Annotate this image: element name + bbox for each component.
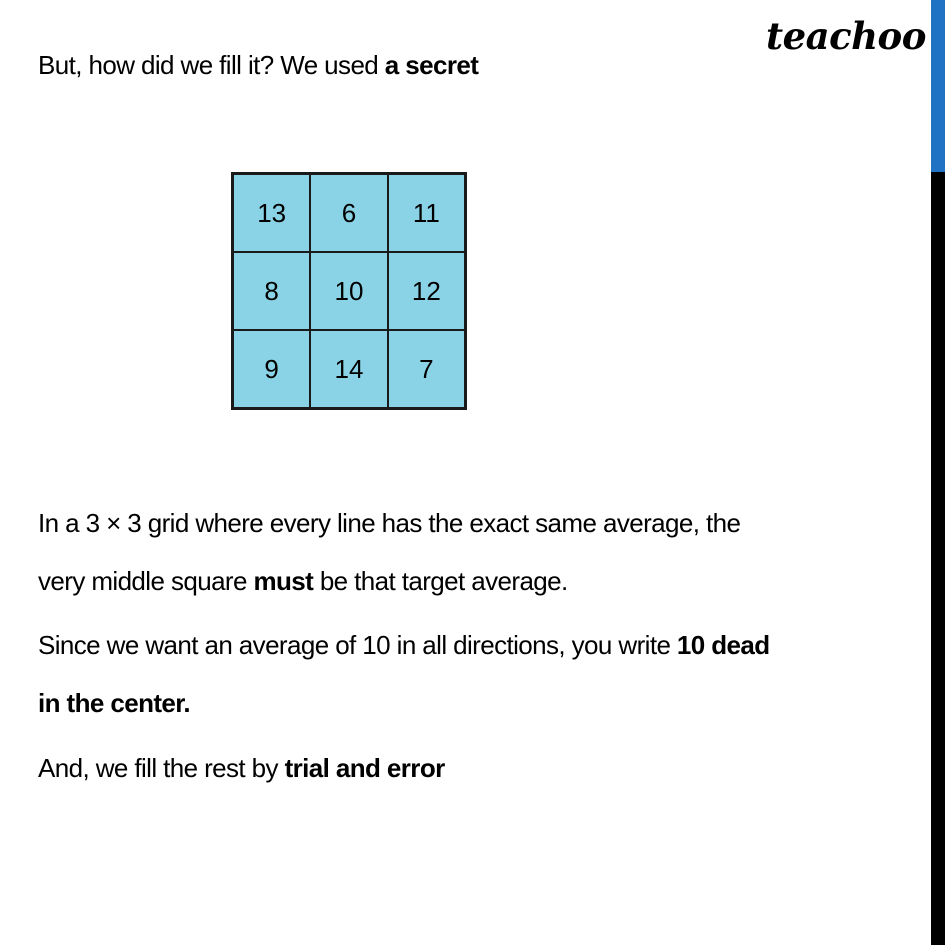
intro-bold: a secret <box>384 50 479 80</box>
grid-cell: 9 <box>233 330 310 408</box>
para1-plain: very middle square <box>38 566 254 596</box>
para3 <box>38 753 445 783</box>
grid-cell: 14 <box>310 330 387 408</box>
para1-line2 <box>38 566 568 596</box>
grid-cell: 7 <box>388 330 465 408</box>
para2-plain: Since we want an average of 10 in all directions, you write <box>38 630 677 660</box>
para1-plain-end: be that target average. <box>313 566 568 596</box>
grid-cell: 6 <box>310 174 387 252</box>
grid-cell: 13 <box>233 174 310 252</box>
grid-cell-center: 10 <box>310 252 387 330</box>
para3-plain: And, we fill the rest by <box>38 753 285 783</box>
sidebar-accent-black <box>931 172 945 945</box>
grid-cell: 8 <box>233 252 310 330</box>
intro-plain: But, how did we fill it? We used <box>38 50 385 80</box>
grid-cell: 12 <box>388 252 465 330</box>
para2-bold-line2: in the center. <box>38 688 190 718</box>
para2-bold: 10 dead <box>676 630 770 660</box>
teachoo-logo: teachoo <box>766 14 926 58</box>
para2-line2 <box>38 688 190 718</box>
sidebar-accent-blue <box>931 0 945 172</box>
para3-bold: trial and error <box>284 753 445 783</box>
intro-text <box>38 50 478 80</box>
para2-line1 <box>38 630 770 660</box>
grid-cell: 11 <box>388 174 465 252</box>
para1-bold: must <box>253 566 314 596</box>
para1-line1: In a 3 × 3 grid where every line has the exact same average, the <box>38 508 741 538</box>
magic-square-grid <box>231 172 467 410</box>
